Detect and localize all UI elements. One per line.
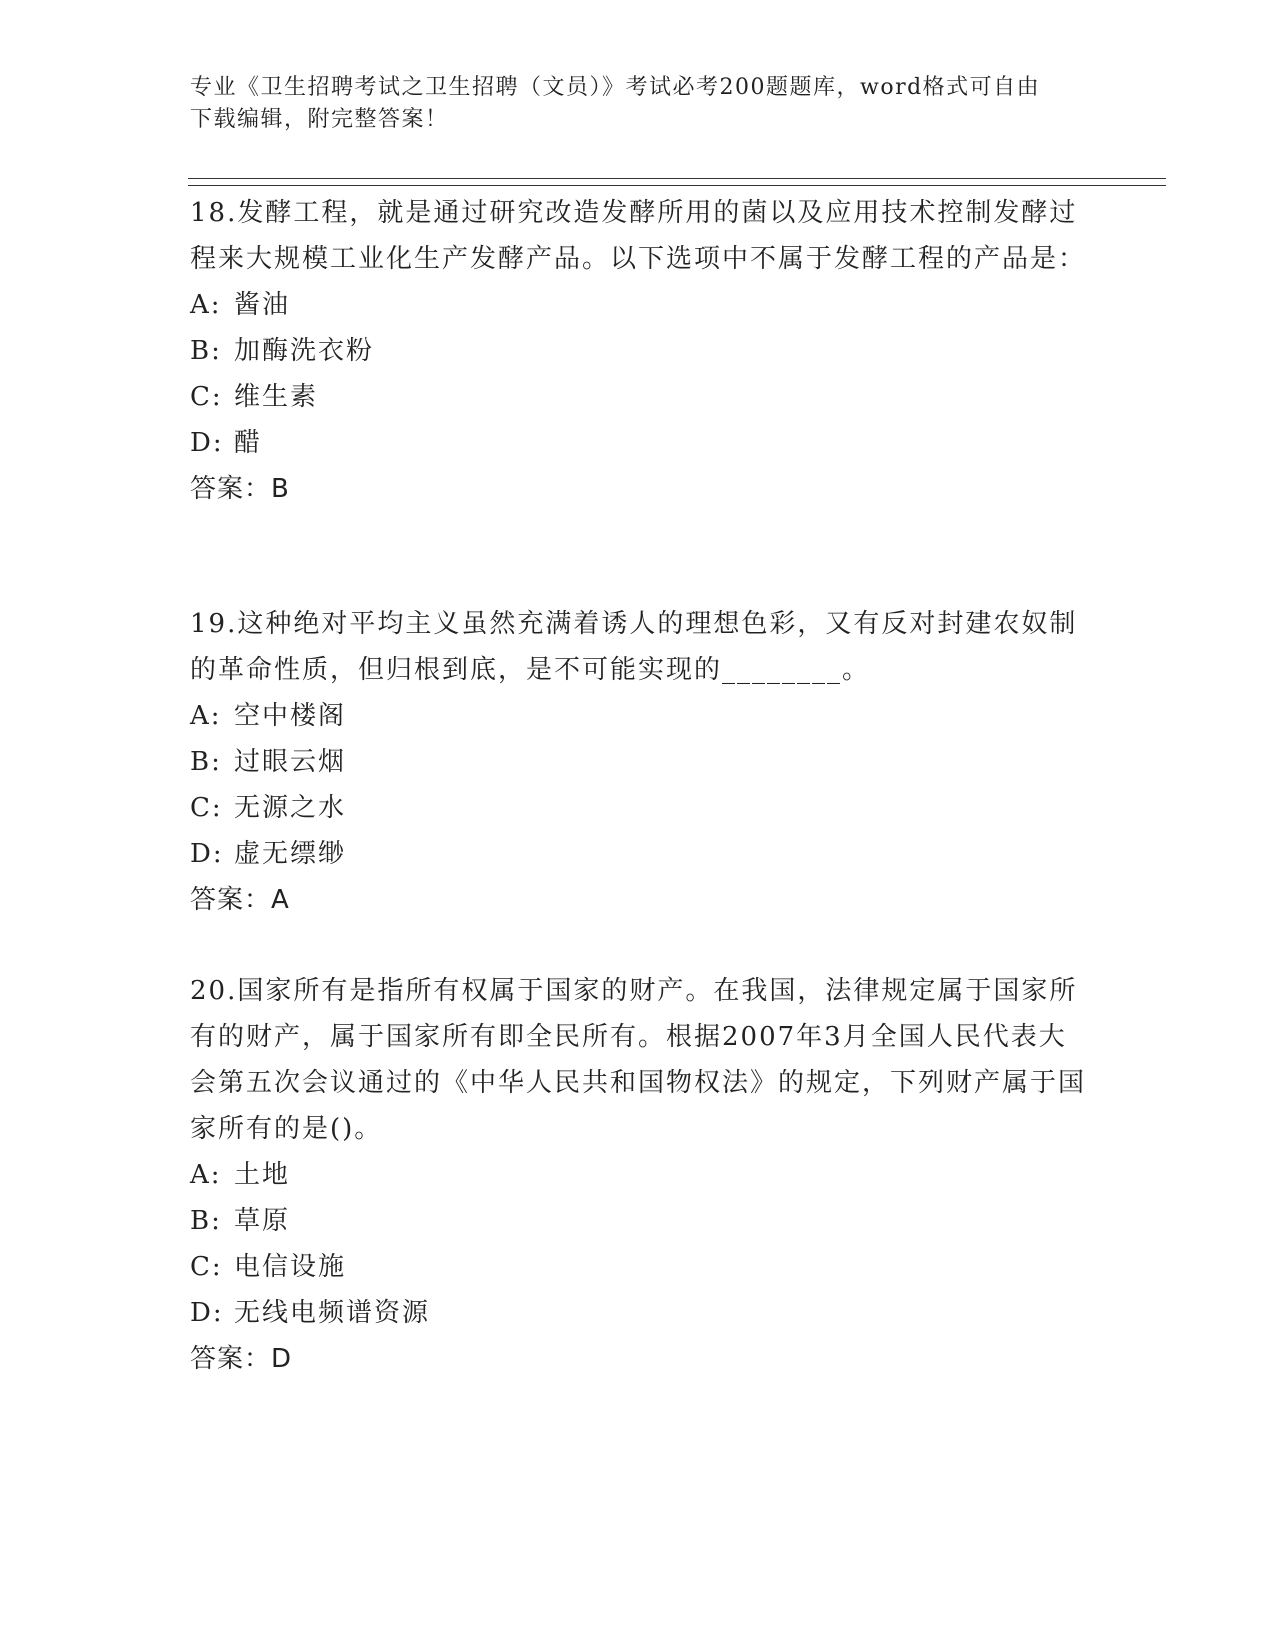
question-18 [190,190,1090,512]
option-key: D: [190,1298,224,1328]
option-text: 过眼云烟 [234,747,347,777]
option-key: A: [190,1160,222,1190]
question-20 [190,968,1090,1382]
answer-line: 答案：B [190,474,290,504]
option-key: C: [190,793,223,823]
option-c [190,785,1090,831]
option-key: D: [190,428,224,458]
option-text: 虚无缥缈 [234,839,347,869]
option-d [190,420,1090,466]
option-a [190,693,1090,739]
option-d [190,831,1090,877]
option-text: 空中楼阁 [234,701,347,731]
option-a [190,282,1090,328]
option-text: 加酶洗衣粉 [234,336,375,366]
answer-line: 答案：A [190,885,290,915]
question-stem: 20.国家所有是指所有权属于国家的财产。在我国，法律规定属于国家所有的财产，属于国家所有即全民所有。根据2007年3月全国人民代表大会第五次会议通过的《中华人民共和国物权法》的规定，下列财产属于国家所有的是()。 [190,976,1087,1144]
option-text: 无线电频谱资源 [234,1298,431,1328]
option-text: 无源之水 [234,793,347,823]
option-key: D: [190,839,224,869]
question-stem: 18.发酵工程，就是通过研究改造发酵所用的菌以及应用技术控制发酵过程来大规模工业化生产发酵产品。以下选项中不属于发酵工程的产品是： [190,198,1087,274]
option-d [190,1290,1090,1336]
option-key: C: [190,382,223,412]
option-key: B: [190,747,222,777]
option-text: 酱油 [234,290,291,320]
option-b [190,739,1090,785]
document-header: 专业《卫生招聘考试之卫生招聘（文员）》考试必考200题题库，word格式可自由下载编辑，附完整答案！ [190,75,1041,132]
header-divider [188,178,1166,186]
option-key: A: [190,701,222,731]
question-stem: 19.这种绝对平均主义虽然充满着诱人的理想色彩，又有反对封建农奴制的革命性质，但归根到底，是不可能实现的________。 [190,609,1078,685]
option-c [190,1244,1090,1290]
answer-line: 答案：D [190,1344,293,1374]
question-19 [190,601,1090,923]
option-key: C: [190,1252,223,1282]
option-text: 土地 [234,1160,291,1190]
option-c [190,374,1090,420]
option-text: 电信设施 [234,1252,347,1282]
option-text: 醋 [234,428,263,458]
option-key: B: [190,1206,222,1236]
option-key: A: [190,290,222,320]
option-text: 草原 [234,1206,291,1236]
option-b [190,1198,1090,1244]
option-text: 维生素 [234,382,319,412]
option-b [190,328,1090,374]
option-a [190,1152,1090,1198]
option-key: B: [190,336,222,366]
